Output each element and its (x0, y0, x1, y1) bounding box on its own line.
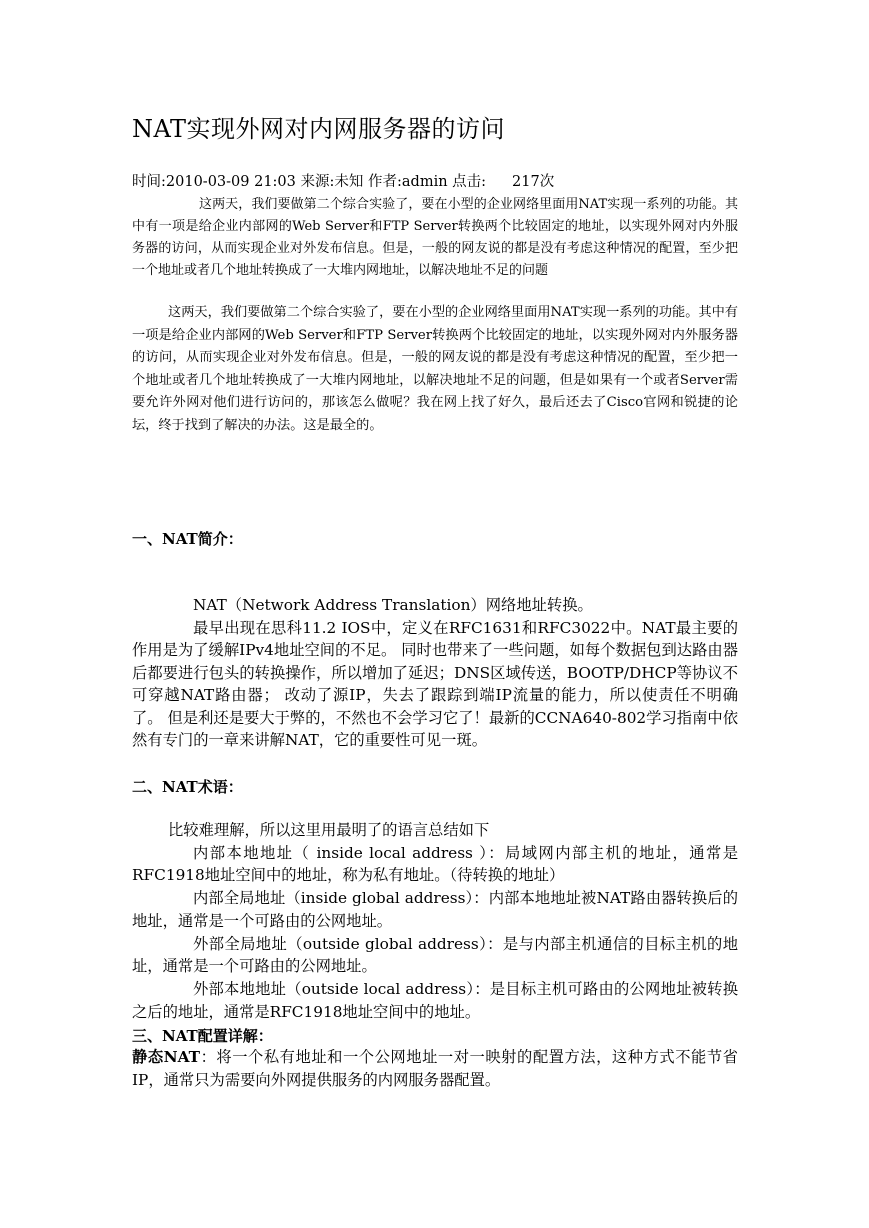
static-nat-label: 静态NAT (132, 1048, 201, 1066)
nat-history: 最早出现在思科11.2 IOS中，定义在RFC1631和RFC3022中。NAT最主要的作用是为了缓解IPv4地址空间的不足。 同时也带来了一些问题，如每个数据包到达路由器后都要进行包头的转换操作，所以增加了延迟；DNS区域传送，BOOTP/DHCP等协议不可穿越NAT路由器； 改动了源IP，失去了跟踪到端IP流量的能力，所以使责任不明确了。 但是利还是要大于弊的，不然也不会学习它了！最新的CCNA640-802学习指南中依然有专门的一章来讲解NAT，它的重要性可见一斑。 (132, 618, 738, 749)
clicks-label: 点击: (452, 174, 487, 190)
clicks-value: 217 (512, 174, 540, 190)
static-nat-text: ：将一个私有地址和一个公网地址一对一映射的配置方法，这种方式不能节省IP，通常只为需要向外网提供服务的内网服务器配置。 (132, 1048, 738, 1089)
author-label: 作者: (368, 174, 402, 190)
section1-body (132, 594, 738, 752)
source-label: 来源: (300, 174, 335, 190)
time-label: 时间: (132, 174, 166, 190)
term-outside-global: 外部全局地址（outside global address）：是与内部主机通信的目标主机的地址，通常是一个可路由的公网地址。 (132, 934, 738, 976)
nat-definition: NAT（Network Address Translation）网络地址转换。 (193, 596, 593, 614)
static-nat-paragraph (132, 1046, 738, 1091)
term-inside-global: 内部全局地址（inside global address）：内部本地地址被NAT路由器转换后的地址，通常是一个可路由的公网地址。 (132, 889, 738, 930)
author-value: admin (401, 174, 448, 190)
section3-heading: 三、NAT配置详解： (132, 1027, 273, 1045)
article-meta (132, 172, 554, 192)
article-title: NAT实现外网对内网服务器的访问 (132, 115, 506, 143)
section2-body (132, 819, 738, 1023)
intro-paragraph: 这两天，我们要做第二个综合实验了，要在小型的企业网络里面用NAT实现一系列的功能。其中有一项是给企业内部网的Web Server和FTP Server转换两个比较固定的地址，以实现外网对内外服务器的访问，从而实现企业对外发布信息。但是，一般的网友说的都是没有考虑这种情况的配置，至少把一个地址或者几个地址转换成了一大堆内网地址，以解决地址不足的问题，但是如果有一个或者Server需要允许外网对他们进行访问的，那该怎么做呢？我在网上找了好久，最后还去了Cisco官网和锐捷的论坛，终于找到了解决的办法。这是最全的。 (132, 305, 738, 433)
terms-intro: 比较难理解，所以这里用最明了的语言总结如下 (168, 821, 490, 839)
source-value: 未知 (334, 174, 364, 190)
time-value: 2010-03-09 21:03 (165, 174, 296, 190)
section1-heading: 一、NAT简介： (132, 530, 243, 548)
term-outside-local: 外部本地地址（outside local address）：是目标主机可路由的公网地址被转换之后的地址，通常是RFC1918地址空间中的地址。 (132, 979, 738, 1021)
section2-heading: 二、NAT术语： (132, 778, 243, 796)
section3-body (132, 1046, 738, 1091)
clicks-unit: 次 (539, 174, 555, 190)
term-inside-local: 内部本地地址（ inside local address ）：局域网内部主机的地址，通常是RFC1918地址空间中的地址，称为私有地址。（待转换的地址） (132, 843, 738, 885)
intro-excerpt: 这两天，我们要做第二个综合实验了，要在小型的企业网络里面用NAT实现一系列的功能。其中有一项是给企业内部网的Web Server和FTP Server转换两个比较固定的地址，以实现外网对内外服务器的访问，从而实现企业对外发布信息。但是，一般的网友说的都是没有考虑这种情况的配置，至少把一个地址或者几个地址转换成了一大堆内网地址，以解决地址不足的问题 (132, 197, 738, 278)
